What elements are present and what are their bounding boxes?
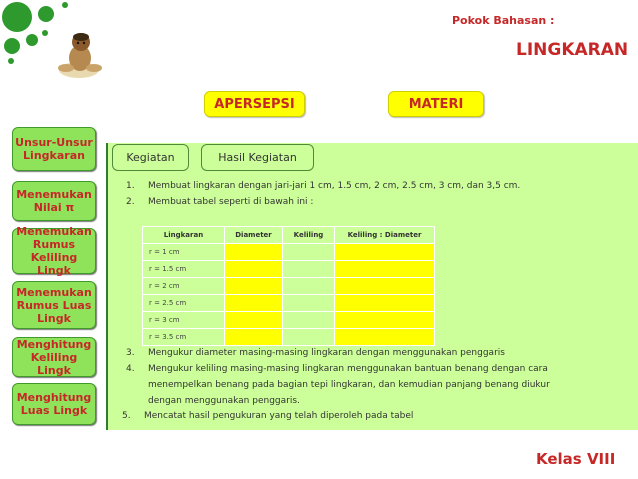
table-row <box>143 244 435 261</box>
mascot-illustration <box>54 28 104 84</box>
table-cell-ratio <box>335 278 435 295</box>
table-header-row <box>143 227 435 244</box>
table-row <box>143 312 435 329</box>
table-header-ratio: Keliling : Diameter <box>335 227 435 244</box>
materi-button[interactable]: MATERI <box>388 91 484 117</box>
table-cell-diameter <box>225 278 283 295</box>
table-cell-keliling <box>283 261 335 278</box>
step-1: 1. Membuat lingkaran dengan jari-jari 1 cm, 1.5 cm, 2 cm, 2.5 cm, 3 cm, dan 3,5 cm. <box>126 181 521 191</box>
table-cell-radius: r = 3 cm <box>143 312 225 329</box>
table-row <box>143 261 435 278</box>
step-4-cont-1: menempelkan benang pada bagian tepi lingkaran, dan kemudian panjang benang diukur <box>148 380 550 390</box>
table-cell-keliling <box>283 244 335 261</box>
table-cell-radius: r = 1.5 cm <box>143 261 225 278</box>
table-cell-keliling <box>283 295 335 312</box>
measurement-table <box>142 226 435 346</box>
table-cell-diameter <box>225 244 283 261</box>
table-cell-diameter <box>225 261 283 278</box>
apersepsi-button[interactable]: APERSEPSI <box>204 91 305 117</box>
table-cell-keliling <box>283 312 335 329</box>
table-cell-keliling <box>283 329 335 346</box>
table-row <box>143 329 435 346</box>
subject-label: Pokok Bahasan : <box>452 14 555 27</box>
table-cell-radius: r = 2 cm <box>143 278 225 295</box>
table-cell-radius: r = 3.5 cm <box>143 329 225 346</box>
table-cell-radius: r = 2.5 cm <box>143 295 225 312</box>
tab-kegiatan[interactable]: Kegiatan <box>112 144 189 171</box>
grade-label: Kelas VIII <box>536 450 616 468</box>
table-cell-diameter <box>225 295 283 312</box>
table-header-lingkaran: Lingkaran <box>143 227 225 244</box>
sidebar-item-hitung-luas[interactable]: Menghitung Luas Lingk <box>12 383 96 425</box>
step-5: 5. Mencatat hasil pengukuran yang telah diperoleh pada tabel <box>122 411 414 421</box>
step-2: 2. Membuat tabel seperti di bawah ini : <box>126 197 314 207</box>
step-4: 4. Mengukur keliling masing-masing lingkaran menggunakan bantuan benang dengan cara <box>126 364 548 374</box>
table-header-diameter: Diameter <box>225 227 283 244</box>
table-cell-ratio <box>335 329 435 346</box>
table-cell-ratio <box>335 295 435 312</box>
table-cell-ratio <box>335 244 435 261</box>
sidebar-item-unsur-unsur[interactable]: Unsur-Unsur Lingkaran <box>12 127 96 171</box>
table-header-keliling: Keliling <box>283 227 335 244</box>
table-cell-diameter <box>225 329 283 346</box>
step-3: 3. Mengukur diameter masing-masing lingkaran dengan menggunakan penggaris <box>126 348 505 358</box>
table-cell-ratio <box>335 261 435 278</box>
step-4-cont-2: dengan menggunakan penggaris. <box>148 396 300 406</box>
sidebar-item-rumus-luas[interactable]: Menemukan Rumus Luas Lingk <box>12 281 96 329</box>
table-row <box>143 278 435 295</box>
sidebar-item-rumus-keliling[interactable]: Menemukan Rumus Keliling Lingk <box>12 228 96 274</box>
table-cell-diameter <box>225 312 283 329</box>
table-row <box>143 295 435 312</box>
table-cell-ratio <box>335 312 435 329</box>
table-cell-radius: r = 1 cm <box>143 244 225 261</box>
topic-title: LINGKARAN <box>516 40 629 60</box>
sidebar-item-nilai-pi[interactable]: Menemukan Nilai π <box>12 181 96 221</box>
table-cell-keliling <box>283 278 335 295</box>
sidebar-item-hitung-keliling[interactable]: Menghitung Keliling Lingk <box>12 337 96 377</box>
tab-hasil-kegiatan[interactable]: Hasil Kegiatan <box>201 144 314 171</box>
